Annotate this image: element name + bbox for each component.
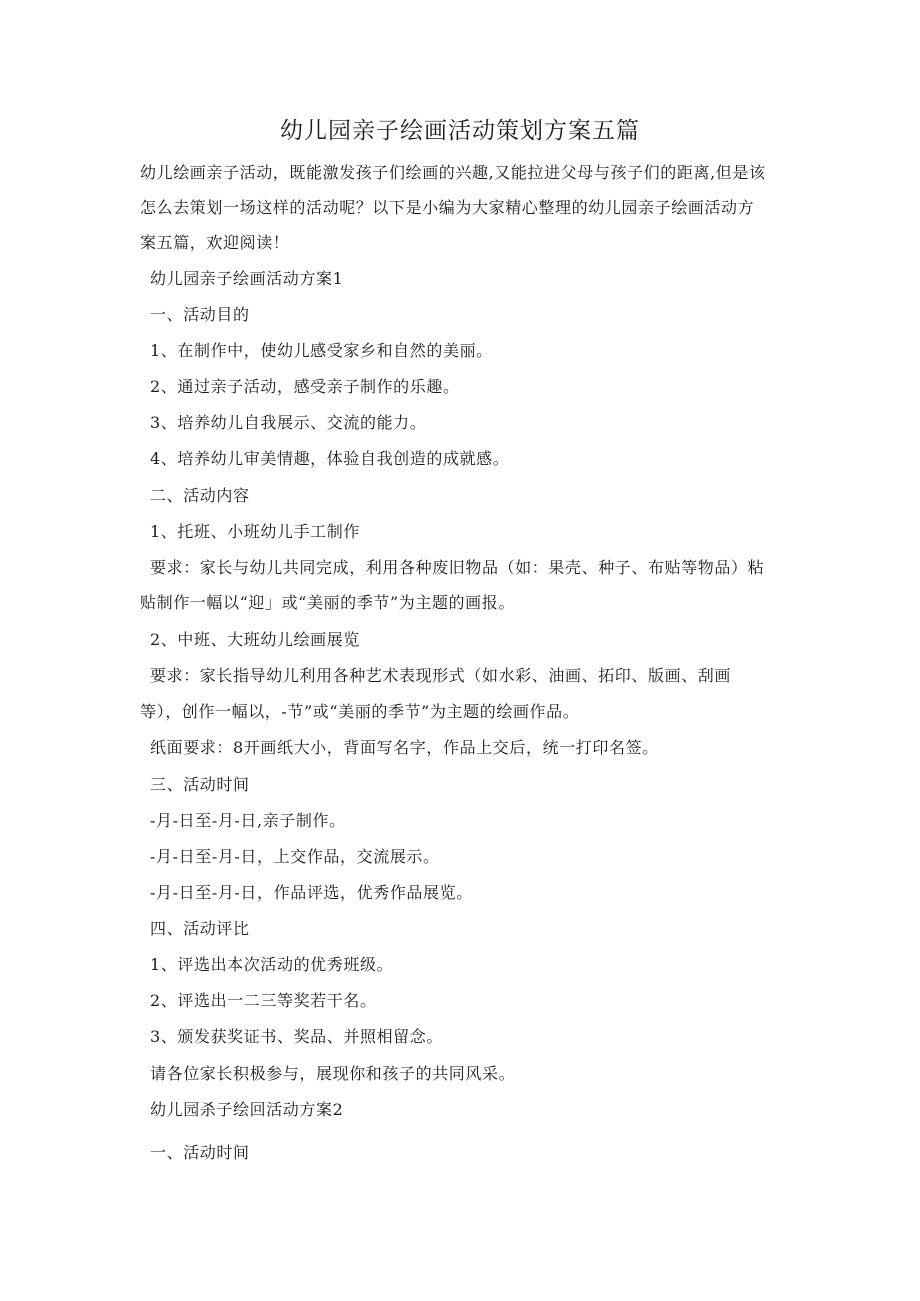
paragraph-line: 1、托班、小班幼儿手工制作: [150, 522, 360, 541]
intro-line: 怎么去策划一场这样的活动呢？以下是小编为大家精心整理的幼儿园亲子绘画活动方: [140, 198, 755, 217]
paragraph-line: 4、培养幼儿审美情趣，体验自我创造的成就感。: [150, 449, 510, 468]
paragraph-line: 2、中班、大班幼儿绘画展览: [150, 630, 360, 649]
subheading: 一、活动时间: [150, 1143, 250, 1162]
paragraph-line: 2、评选出一二三等奖若干名。: [150, 991, 377, 1010]
subheading: 三、活动时间: [150, 775, 250, 794]
paragraph-line: 要求：家长与幼儿共同完成，利用各种废旧物品（如：果壳、种子、布贴等物品）粘: [150, 558, 765, 577]
paragraph-line: 3、颁发获奖证书、奖品、并照相留念。: [150, 1027, 443, 1046]
paragraph-line: 2、通过亲子活动，感受亲子制作的乐趣。: [150, 377, 460, 396]
paragraph-line: 要求：家长指导幼儿利用各种艺术表现形式（如水彩、油画、拓印、版画、刮画: [150, 666, 732, 685]
paragraph-line: -月-日至-月-日,亲子制作。: [150, 811, 346, 830]
paragraph-line: -月-日至-月-日，作品评选，优秀作品展览。: [150, 883, 473, 902]
paragraph-line: 1、评选出本次活动的优秀班级。: [150, 955, 394, 974]
subheading: 四、活动评比: [150, 919, 250, 938]
paragraph-line: 等），创作一幅以，-节”或“美丽的季节”为主题的绘画作品。: [140, 702, 580, 721]
subheading: 二、活动内容: [150, 486, 250, 505]
section-heading: 幼儿园亲子绘画活动方案1: [150, 269, 344, 288]
paragraph-line: 3、培养幼儿自我展示、交流的能力。: [150, 413, 427, 432]
paragraph-line: 请各位家长积极参与，展现你和孩子的共同风采。: [150, 1064, 516, 1083]
intro-line: 幼儿绘画亲子活动，既能激发孩子们绘画的兴趣,又能拉进父母与孩子们的距离,但是该: [140, 163, 766, 182]
intro-line: 案五篇，欢迎阅读！: [140, 233, 290, 252]
subheading: 一、活动目的: [150, 305, 250, 324]
paragraph-line: 1、在制作中，使幼儿感受家乡和自然的美丽。: [150, 341, 493, 360]
paragraph-line: -月-日至-月-日，上交作品，交流展示。: [150, 847, 440, 866]
document-title: 幼儿园亲子绘画活动策划方案五篇: [280, 118, 640, 144]
paragraph-line: 纸面要求：8开画纸大小，背面写名字，作品上交后，统一打印名签。: [150, 738, 659, 757]
section-heading: 幼儿园杀子绘回活动方案2: [150, 1100, 344, 1119]
paragraph-line: 贴制作一幅以“迎」或“美丽的季节”为主题的画报。: [140, 593, 515, 612]
